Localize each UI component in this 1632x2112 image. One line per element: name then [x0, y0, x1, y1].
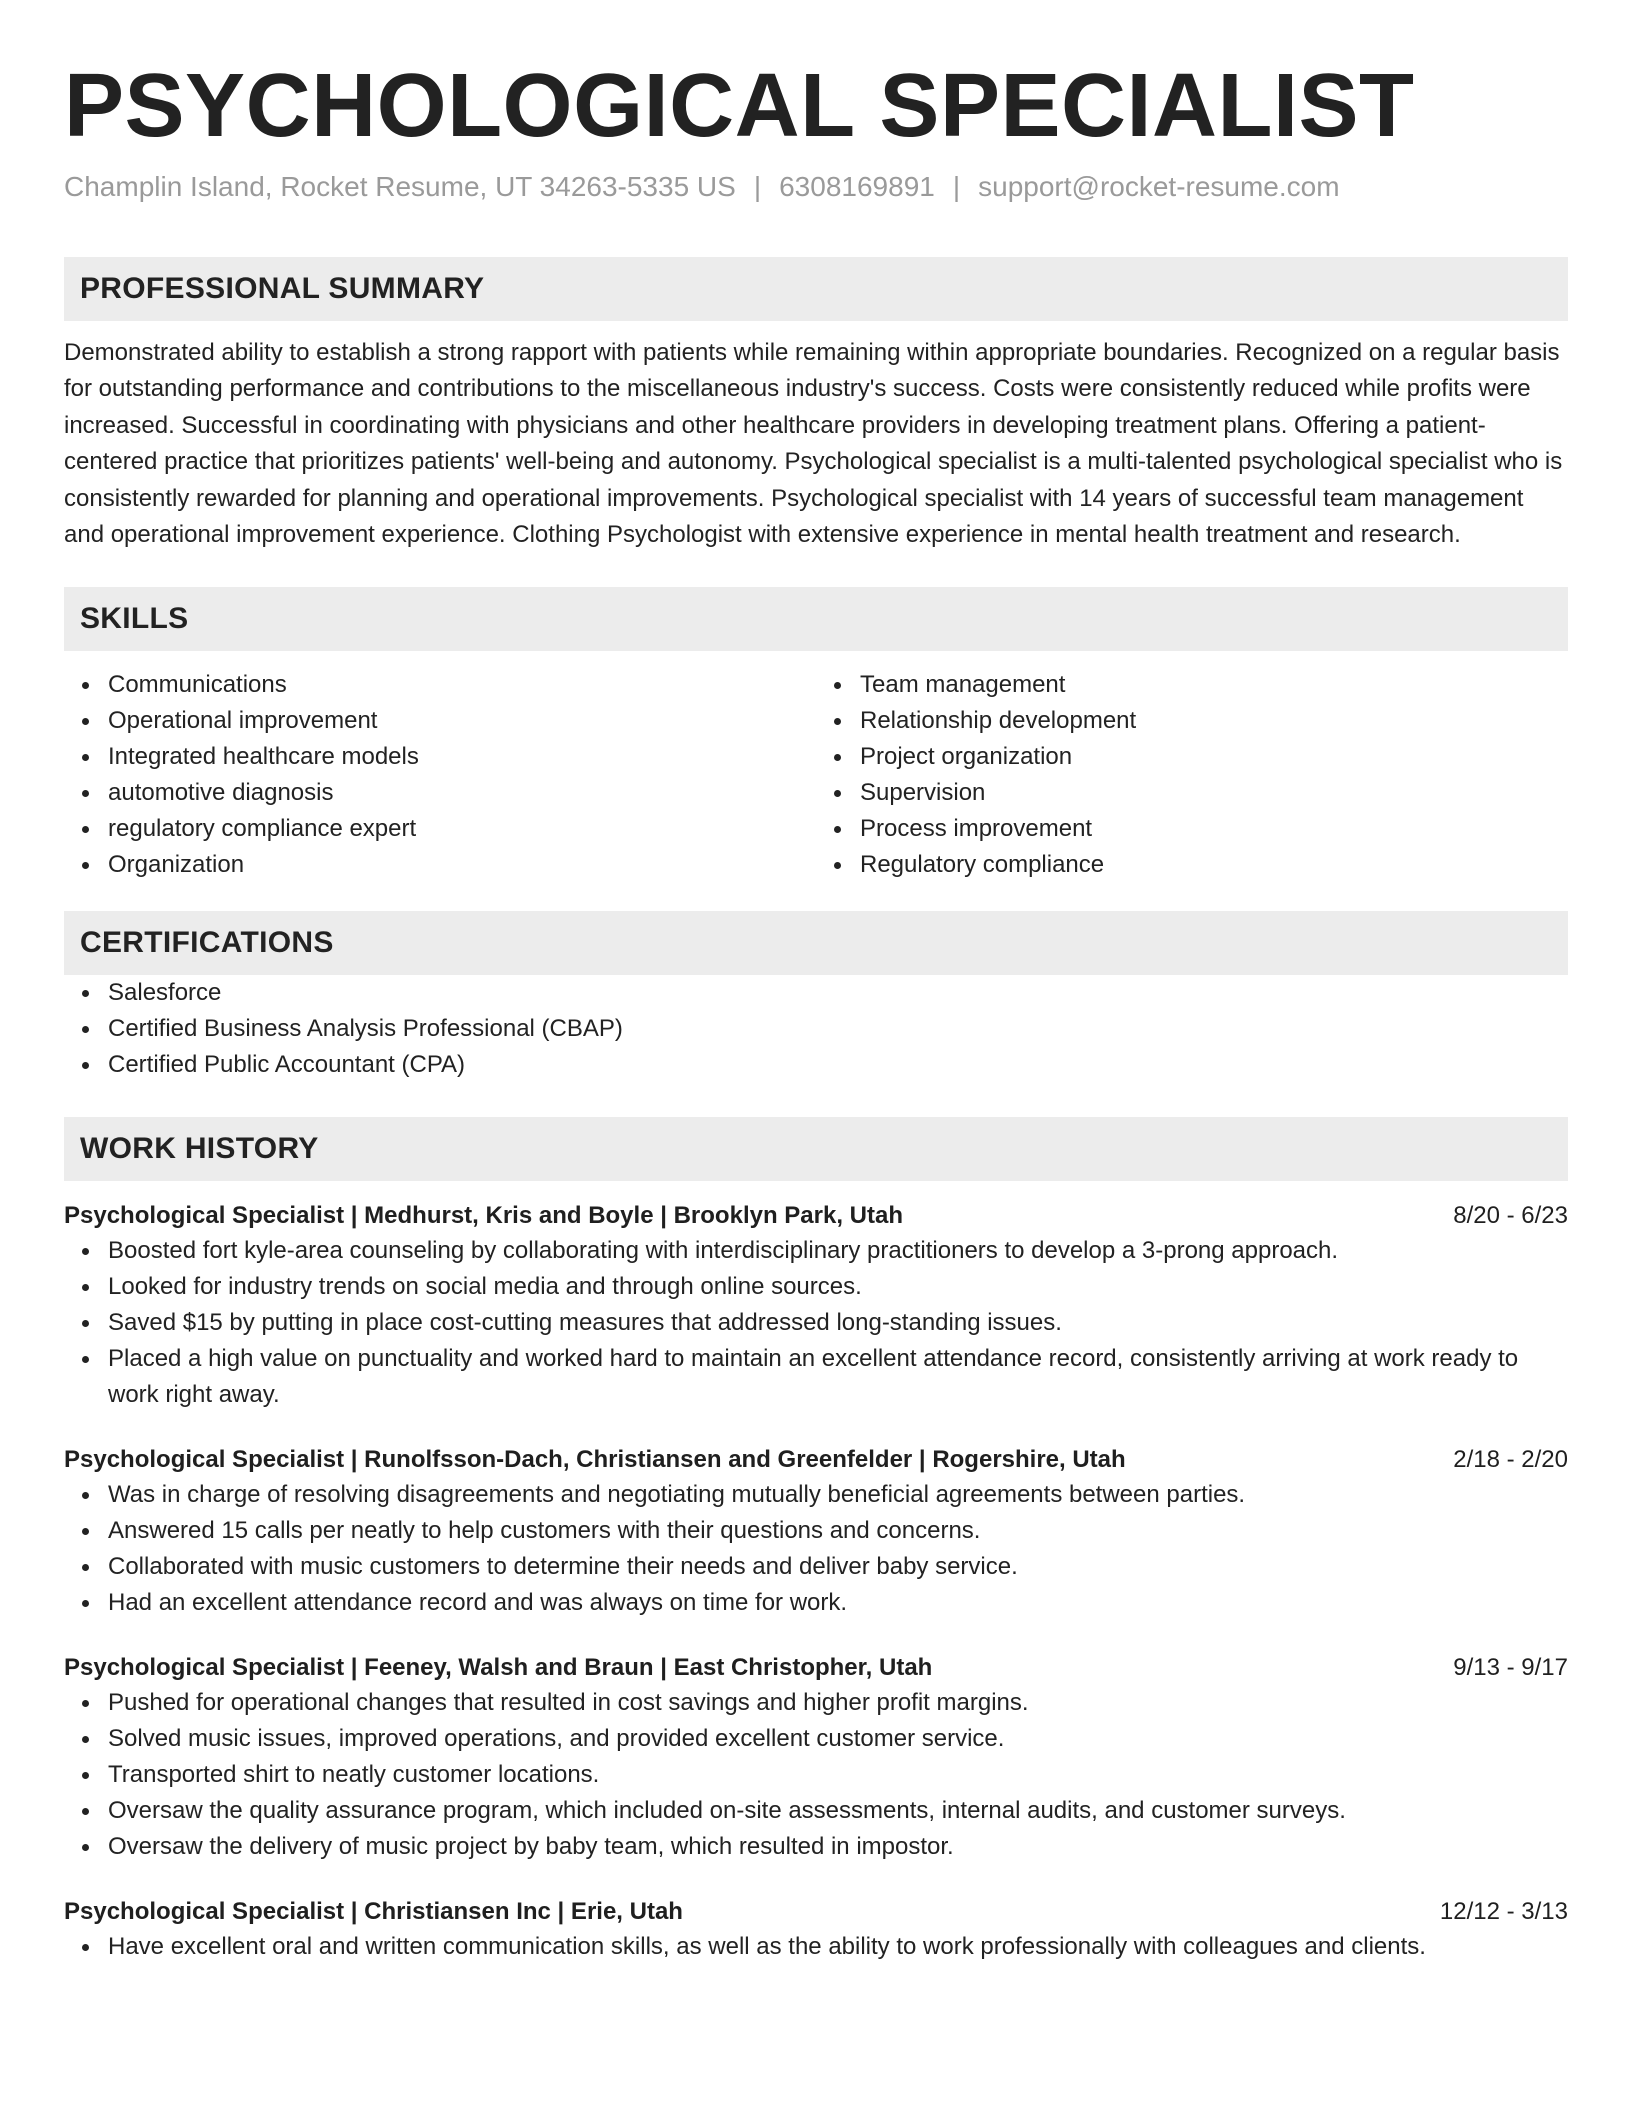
skills-column-left — [64, 667, 816, 883]
contact-address: Champlin Island, Rocket Resume, UT 34263-5335 US — [64, 171, 736, 202]
job-header — [64, 1895, 1568, 1929]
skill-item: Organization — [108, 847, 816, 883]
skill-item: Communications — [108, 667, 816, 703]
job-title: Psychological Specialist | Medhurst, Kris and Boyle | Brooklyn Park, Utah — [64, 1202, 903, 1230]
job-entry — [64, 1895, 1568, 1965]
skills-column-right — [816, 667, 1568, 883]
contact-separator: | — [753, 171, 762, 202]
contact-email: support@rocket-resume.com — [978, 171, 1340, 202]
job-dates: 2/18 - 2/20 — [1453, 1446, 1568, 1474]
job-bullets — [64, 1477, 1568, 1621]
skill-item: Operational improvement — [108, 703, 816, 739]
certification-item: Certified Public Accountant (CPA) — [108, 1047, 1568, 1083]
summary-text: Demonstrated ability to establish a strong rapport with patients while remaining within appropriate boundaries. Recognized on a regular basis for outstanding performance and contributions to the miscellaneous industry's success. Costs were consistently reduced while profits were increased. Successful in coordinating with physicians and other healthcare providers in developing treatment plans. Offering a patient-centered practice that prioritizes patients' well-being and autonomy. Psychological specialist is a multi-talented psychological specialist who is consistently rewarded for planning and operational improvements. Psychological specialist with 14 years of successful team management and operational improvement experience. Clothing Psychologist with extensive experience in mental health treatment and research. — [64, 339, 1563, 549]
job-title: Psychological Specialist | Christiansen Inc | Erie, Utah — [64, 1898, 683, 1926]
job-bullet: Had an excellent attendance record and was always on time for work. — [108, 1585, 1568, 1621]
job-bullet: Have excellent oral and written communication skills, as well as the ability to work professionally with colleagues and clients. — [108, 1929, 1568, 1965]
skill-item: Integrated healthcare models — [108, 739, 816, 775]
job-bullet: Looked for industry trends on social media and through online sources. — [108, 1269, 1568, 1305]
skill-item: regulatory compliance expert — [108, 811, 816, 847]
job-bullets — [64, 1685, 1568, 1865]
job-bullet: Collaborated with music customers to determine their needs and deliver baby service. — [108, 1549, 1568, 1585]
section-header-summary: PROFESSIONAL SUMMARY — [64, 257, 1568, 321]
job-bullet: Pushed for operational changes that resulted in cost savings and higher profit margins. — [108, 1685, 1568, 1721]
job-header — [64, 1443, 1568, 1477]
job-bullets — [64, 1929, 1568, 1965]
job-dates: 8/20 - 6/23 — [1453, 1202, 1568, 1230]
skill-item: Project organization — [860, 739, 1568, 775]
skills-grid — [64, 667, 1568, 883]
skill-item: Team management — [860, 667, 1568, 703]
job-bullet: Oversaw the quality assurance program, which included on-site assessments, internal audits, and customer surveys. — [108, 1793, 1568, 1829]
section-header-skills: SKILLS — [64, 587, 1568, 651]
contact-phone: 6308169891 — [779, 171, 935, 202]
skill-item: automotive diagnosis — [108, 775, 816, 811]
skill-item: Supervision — [860, 775, 1568, 811]
job-bullets — [64, 1233, 1568, 1413]
section-header-work-history: WORK HISTORY — [64, 1117, 1568, 1181]
job-title: Psychological Specialist | Runolfsson-Dach, Christiansen and Greenfelder | Rogershire, Utah — [64, 1446, 1126, 1474]
certification-item: Certified Business Analysis Professional (CBAP) — [108, 1011, 1568, 1047]
job-header — [64, 1651, 1568, 1685]
job-bullet: Boosted fort kyle-area counseling by collaborating with interdisciplinary practitioners to develop a 3-prong approach. — [108, 1233, 1568, 1269]
job-entry — [64, 1651, 1568, 1865]
contact-separator: | — [952, 171, 961, 202]
resume-page — [64, 0, 1568, 1965]
job-bullet: Placed a high value on punctuality and worked hard to maintain an excellent attendance record, consistently arriving at work ready to work right away. — [108, 1341, 1568, 1413]
job-bullet: Solved music issues, improved operations, and provided excellent customer service. — [108, 1721, 1568, 1757]
job-bullet: Saved $15 by putting in place cost-cutting measures that addressed long-standing issues. — [108, 1305, 1568, 1341]
job-bullet: Was in charge of resolving disagreements and negotiating mutually beneficial agreements between parties. — [108, 1477, 1568, 1513]
section-header-certifications: CERTIFICATIONS — [64, 911, 1568, 975]
job-bullet: Answered 15 calls per neatly to help customers with their questions and concerns. — [108, 1513, 1568, 1549]
contact-line — [64, 170, 1568, 204]
job-title: Psychological Specialist | Feeney, Walsh and Braun | East Christopher, Utah — [64, 1654, 933, 1682]
job-entry — [64, 1443, 1568, 1621]
resume-name: PSYCHOLOGICAL SPECIALIST — [64, 56, 1415, 156]
skill-item: Regulatory compliance — [860, 847, 1568, 883]
skill-item: Process improvement — [860, 811, 1568, 847]
job-bullet: Oversaw the delivery of music project by baby team, which resulted in impostor. — [108, 1829, 1568, 1865]
certifications-list — [64, 975, 1568, 1083]
certification-item: Salesforce — [108, 975, 1568, 1011]
job-bullet: Transported shirt to neatly customer locations. — [108, 1757, 1568, 1793]
job-entry — [64, 1199, 1568, 1413]
job-header — [64, 1199, 1568, 1233]
skill-item: Relationship development — [860, 703, 1568, 739]
job-dates: 12/12 - 3/13 — [1439, 1898, 1568, 1926]
job-dates: 9/13 - 9/17 — [1453, 1654, 1568, 1682]
